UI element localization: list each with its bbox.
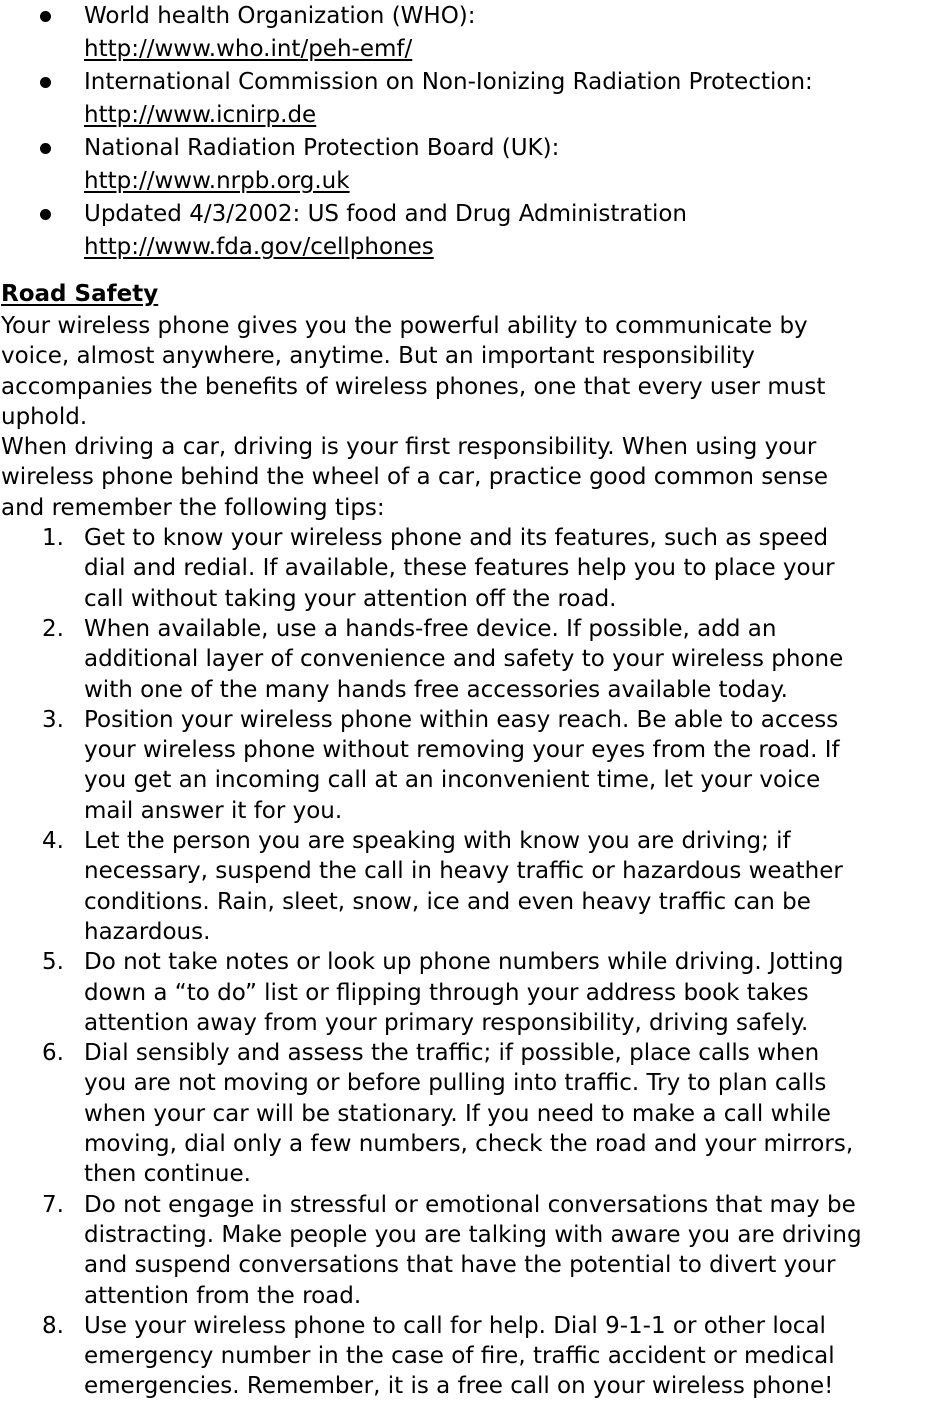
tip-item [0,947,932,1038]
tip-line: Use your wireless phone to call for help. Dial 9-1-1 or other local [84,1312,826,1339]
tip-number: 7. [42,1191,64,1218]
paragraph-line: uphold. [1,403,88,430]
tip-line: Dial sensibly and assess the traffic; if possible, place calls when [84,1040,820,1067]
tip-item [0,1038,932,1189]
driving-paragraph [0,432,932,523]
resource-list [0,0,932,264]
paragraph-line: wireless phone behind the wheel of a car, practice good common sense [1,464,829,491]
paragraph-line: Your wireless phone gives you the powerful ability to communicate by [1,313,808,339]
tip-number: 5. [42,949,64,976]
tip-line: Get to know your wireless phone and its features, such as speed [84,525,829,552]
resource-item [0,198,932,264]
tip-line: dial and redial. If available, these features help you to place your [84,555,835,582]
tip-line: additional layer of convenience and safety to your wireless phone [84,646,844,673]
resource-name: World health Organization (WHO): [84,3,476,29]
tip-line: moving, dial only a few numbers, check the road and your mirrors, [84,1131,854,1158]
tip-number: 6. [42,1040,64,1067]
tip-item [0,1190,932,1311]
tip-line: When available, use a hands-free device. If possible, add an [84,615,777,642]
tips-list [0,523,932,1402]
tip-line: when your car will be stationary. If you need to make a call while [84,1100,831,1127]
tip-line: hazardous. [84,918,211,945]
tip-line: and suspend conversations that have the potential to divert your [84,1252,836,1279]
tip-number: 2. [42,615,64,642]
tip-line: conditions. Rain, sleet, snow, ice and even heavy traffic can be [84,888,811,915]
paragraph-line: and remember the following tips: [1,494,385,521]
resource-item [0,132,932,198]
tip-number: 8. [42,1312,64,1339]
tip-line: distracting. Make people you are talking with aware you are driving [84,1221,862,1248]
bullet-icon [40,11,51,22]
tip-line: you are not moving or before pulling into traffic. Try to plan calls [84,1070,827,1097]
tip-item [0,1311,932,1402]
tip-item [0,523,932,614]
tip-line: attention from the road. [84,1282,362,1309]
tip-number: 3. [42,706,64,733]
resource-item [0,0,932,66]
tip-line: call without taking your attention off the road. [84,585,617,612]
tip-line: with one of the many hands free accessories available today. [84,676,788,703]
tip-line: down a “to do” list or flipping through your address book takes [84,979,809,1006]
resource-name: Updated 4/3/2002: US food and Drug Administration [84,201,687,227]
resource-name: International Commission on Non-Ionizing Radiation Protection: [84,69,813,95]
tip-line: Position your wireless phone within easy reach. Be able to access [84,706,839,733]
tip-item [0,826,932,947]
tip-line: necessary, suspend the call in heavy traffic or hazardous weather [84,858,843,885]
resource-link[interactable]: http://www.fda.gov/cellphones [84,234,434,260]
paragraph-line: When driving a car, driving is your first responsibility. When using your [1,434,817,461]
intro-paragraph [0,311,932,432]
tip-line: emergencies. Remember, it is a free call on your wireless phone! [84,1373,834,1400]
resource-link[interactable]: http://www.nrpb.org.uk [84,168,350,194]
resource-name: National Radiation Protection Board (UK): [84,135,560,161]
tip-line: Let the person you are speaking with know you are driving; if [84,828,791,855]
tip-line: emergency number in the case of fire, traffic accident or medical [84,1343,835,1370]
tip-line: your wireless phone without removing your eyes from the road. If [84,737,840,764]
section-title: Road Safety [1,281,159,307]
tip-line: then continue. [84,1161,251,1188]
tip-number: 1. [42,525,64,552]
tip-number: 4. [42,828,64,855]
resource-item [0,66,932,132]
bullet-icon [40,77,51,88]
tip-line: you get an incoming call at an inconvenient time, let your voice [84,767,821,794]
tip-item [0,705,932,826]
tip-line: mail answer it for you. [84,797,343,824]
resource-link[interactable]: http://www.who.int/peh-emf/ [84,36,413,62]
paragraph-line: voice, almost anywhere, anytime. But an important responsibility [1,343,755,370]
tip-line: Do not take notes or look up phone numbers while driving. Jotting [84,949,844,976]
bullet-icon [40,143,51,154]
tip-item [0,614,932,705]
tip-line: attention away from your primary responsibility, driving safely. [84,1009,809,1036]
bullet-icon [40,209,51,220]
paragraph-line: accompanies the benefits of wireless phones, one that every user must [1,373,826,400]
resource-link[interactable]: http://www.icnirp.de [84,102,317,128]
tip-line: Do not engage in stressful or emotional conversations that may be [84,1191,856,1218]
